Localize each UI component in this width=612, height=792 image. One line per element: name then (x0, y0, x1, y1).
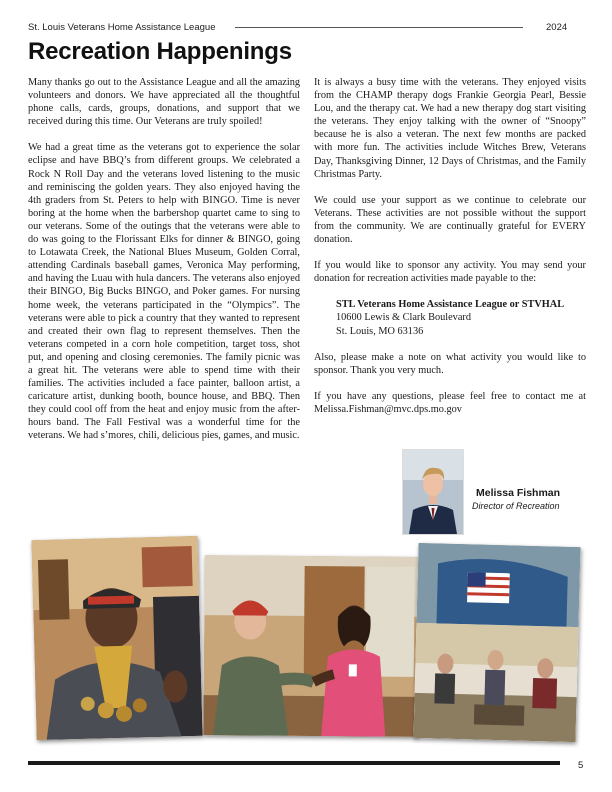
left-paragraph-2: We had a great time as the veterans got to experience the solar eclipse and have BBQ’s from different groups. We celebrated a Rock N Roll Day and the veterans loved listening to the music and reminiscing the golden years. They also enjoyed having the 4th graders from St. Peters to help with BINGO. Time is never boring at the home when the barbershop quartet came to sing to our veterans. Some of the outings that the veterans were able to do was going to the Florissant Elks for dinner & BINGO, going to Lotawata Creek, the National Blues Museum, Golden Corral, attending Cardinals baseball games, Veronica May performing, and having the Luau with hula dancers. The veterans also enjoyed their BINGO, Big Bucks BINGO, and Poker games. For nursing home week, the veterans participated in the “Olympics”. The veterans were able to pick a country that they wanted to represent and created their own flag to represent themselves. Then the veterans competed in a corn hole competition, target toss, shot put, and opening and closing ceremonies. The family picnic was a great hit. The veterans were able to spend time with their families. The activities included a face painter, balloon artist, a caricature artist, dunking booth, bounce house, and BBQ. Then they could cool off from the heat and enjoy music from the after-hours band. The Fall Festival was a wonderful time for the veterans. We had s’mores, chili, delicious pies, games, and music. (28, 142, 300, 442)
signature-name: Melissa Fishman (476, 487, 561, 499)
right-paragraph-4: Also, please make a note on what activity you would like to sponsor. Thank you very much. (314, 351, 586, 376)
left-paragraph-1: Many thanks go out to the Assistance League and all the amazing volunteers and donors. We have appreciated all the thoughtful phone calls, cards, groups, donations, and support that we received during this time. Our Veterans are truly spoiled! (28, 77, 300, 128)
address-city: St. Louis, MO 63136 (336, 325, 424, 337)
address-street: 10600 Lewis & Clark Boulevard (336, 312, 471, 324)
director-portrait (402, 449, 464, 535)
footer-bar (28, 761, 560, 765)
left-column (28, 76, 300, 456)
page-number: 5 (578, 760, 584, 771)
header-org: St. Louis Veterans Home Assistance League (28, 22, 216, 33)
mailing-address (336, 298, 586, 337)
right-paragraph-5: If you have any questions, please feel free to contact me at Melissa.Fishman@mvc.dps.mo.gov (314, 390, 586, 415)
photo-veteran-medals (31, 536, 202, 740)
right-column (314, 76, 586, 429)
signature-title: Director of Recreation (472, 501, 560, 511)
header-year: 2024 (546, 22, 568, 33)
page-title: Recreation Happenings (28, 38, 292, 65)
right-paragraph-2: We could use your support as we continue to celebrate our Veterans. These activities are not possible without the support from the community. We are continually grateful for EVERY donation. (314, 194, 586, 246)
address-name: STL Veterans Home Assistance League or STVHAL (336, 299, 565, 311)
photo-handshake (203, 555, 419, 737)
right-paragraph-3: If you would like to sponsor any activity. You may send your donation for recreation activities made payable to the: (314, 260, 586, 285)
photo-activity-room (413, 543, 580, 742)
header-rule (235, 27, 523, 28)
right-paragraph-1: It is always a busy time with the veterans. They enjoyed visits from the CHAMP therapy dogs Frankie Georgia Pearl, Bessie Lou, and the therapy cat. We had a new therapy dog start visiting the veterans. They enjoy talking with the owner of “Snoopy” because he is also a veteran. The next few months are packed with more fun. The activities include Witches Brew, Veterans Day, Thanksgiving Dinner, 12 Days of Christmas, and the Family Christmas Party. (314, 77, 586, 180)
